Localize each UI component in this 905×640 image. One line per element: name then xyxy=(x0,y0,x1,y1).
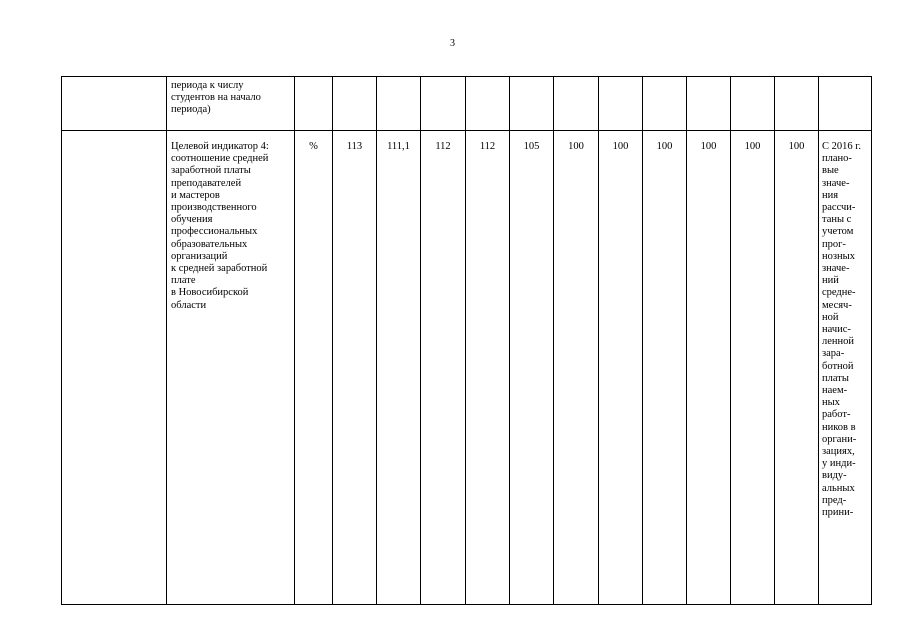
text-line: органи- xyxy=(822,433,857,445)
table-cell-empty xyxy=(466,77,510,131)
text-line: заработной платы xyxy=(171,165,251,177)
text-line: и мастеров xyxy=(171,189,220,201)
text-line: виду- xyxy=(822,470,847,482)
text-line: периода) xyxy=(171,104,211,116)
text-line: работ- xyxy=(822,409,851,421)
table-cell-continuation-text xyxy=(167,77,295,131)
text-line: альных xyxy=(822,482,855,494)
text-line: ботной xyxy=(822,360,854,372)
value-cell: 100 xyxy=(731,131,775,605)
table-cell-empty xyxy=(687,77,731,131)
text-line: у инди- xyxy=(822,458,856,470)
text-line: соотношение средней xyxy=(171,153,269,165)
text-line: ной xyxy=(822,311,839,323)
value-cell: 111,1 xyxy=(377,131,421,605)
value-cell: 113 xyxy=(333,131,377,605)
text-line: средне- xyxy=(822,287,856,299)
text-line: ний xyxy=(822,275,839,287)
text-line: профессиональных xyxy=(171,226,258,238)
text-line: зара- xyxy=(822,348,845,360)
text-line: учетом xyxy=(822,226,854,238)
table-cell-empty xyxy=(377,77,421,131)
table-cell-empty xyxy=(731,77,775,131)
text-line: ных xyxy=(822,397,840,409)
text-line: прог- xyxy=(822,238,846,250)
table-cell-empty xyxy=(554,77,599,131)
text-line: периода к числу xyxy=(171,80,244,91)
text-line: ников в xyxy=(822,421,856,433)
value-cell: 100 xyxy=(554,131,599,605)
text-line: значе- xyxy=(822,263,850,275)
table-cell-empty xyxy=(510,77,554,131)
page-number: 3 xyxy=(450,38,455,49)
table-cell-empty xyxy=(333,77,377,131)
text-line: плано- xyxy=(822,153,852,165)
text-line: к средней заработной xyxy=(171,263,268,275)
text-line: области xyxy=(171,299,207,311)
table-cell-empty xyxy=(775,77,819,131)
text-line: рассчи- xyxy=(822,202,856,214)
value-cell: 100 xyxy=(775,131,819,605)
indicator-name-cell xyxy=(167,131,295,605)
text-line: образовательных xyxy=(171,238,248,250)
text-line: прини- xyxy=(822,507,854,519)
value-cell: 105 xyxy=(510,131,554,605)
table-row-continuation xyxy=(62,77,872,131)
indicators-table xyxy=(61,76,872,605)
text-line: платы xyxy=(822,372,849,384)
table-cell-empty xyxy=(599,77,643,131)
table-cell-empty xyxy=(421,77,466,131)
text-line: пред- xyxy=(822,494,847,506)
value-cell: 100 xyxy=(643,131,687,605)
text-line: С 2016 г. xyxy=(822,141,862,152)
text-line: наем- xyxy=(822,385,848,397)
value-cell: 100 xyxy=(687,131,731,605)
text-line: производственного xyxy=(171,202,257,214)
text-line: ния xyxy=(822,189,839,201)
value-cell: 112 xyxy=(421,131,466,605)
text-line: таны с xyxy=(822,214,852,226)
text-line: студентов на начало xyxy=(171,92,261,104)
table-cell-empty xyxy=(62,131,167,605)
text-line: нозных xyxy=(822,250,855,262)
text-line: плате xyxy=(171,275,196,287)
value-cell: 100 xyxy=(599,131,643,605)
text-line: Целевой индикатор 4: xyxy=(171,141,269,152)
text-line: месяч- xyxy=(822,299,852,311)
table-row-indicator-4 xyxy=(62,131,872,605)
text-line: обучения xyxy=(171,214,213,226)
text-line: организаций xyxy=(171,250,228,262)
text-line: значе- xyxy=(822,177,850,189)
text-line: начис- xyxy=(822,324,851,336)
table-cell-empty xyxy=(819,77,872,131)
unit-cell: % xyxy=(295,131,333,605)
text-line: в Новосибирской xyxy=(171,287,249,299)
text-line: вые xyxy=(822,165,839,177)
text-line: зациях, xyxy=(822,446,855,458)
table-cell-empty xyxy=(62,77,167,131)
text-line: ленной xyxy=(822,336,855,348)
table-cell-empty xyxy=(295,77,333,131)
note-cell xyxy=(819,131,872,605)
text-line: преподавателей xyxy=(171,177,242,189)
value-cell: 112 xyxy=(466,131,510,605)
table-cell-empty xyxy=(643,77,687,131)
